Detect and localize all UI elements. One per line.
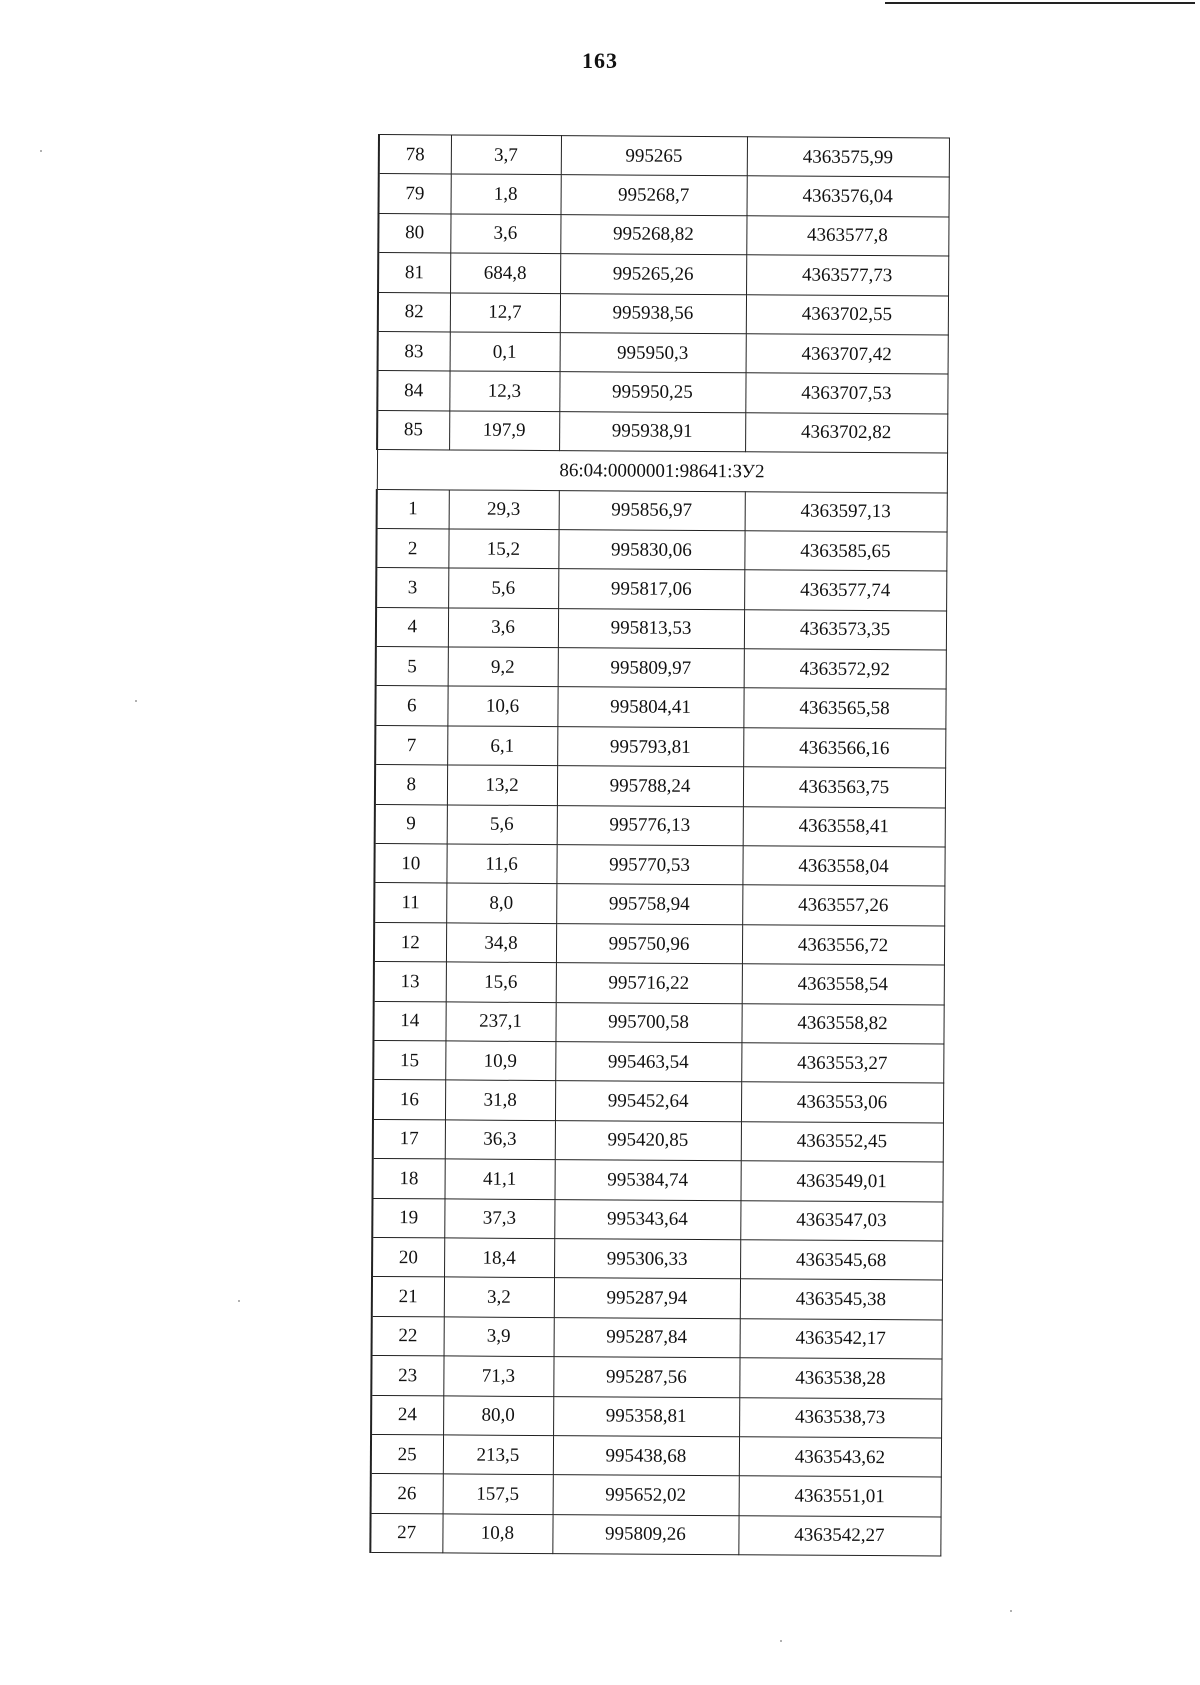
- x-coordinate-cell: 995452,64: [555, 1081, 741, 1122]
- table-row: [376, 528, 946, 571]
- distance-cell: 29,3: [449, 489, 559, 529]
- x-coordinate-cell: 995265,26: [560, 254, 746, 295]
- y-coordinate-cell: 4363542,17: [740, 1318, 942, 1359]
- table-row: [376, 568, 946, 611]
- coordinates-table-body: [370, 135, 949, 1557]
- distance-cell: 3,6: [450, 214, 560, 254]
- distance-cell: 71,3: [443, 1356, 553, 1396]
- x-coordinate-cell: 995438,68: [553, 1435, 739, 1476]
- table-row: [374, 922, 944, 965]
- point-number-cell: 3: [376, 568, 448, 608]
- table-row: [373, 1080, 943, 1123]
- scan-speck: [1010, 1610, 1012, 1612]
- table-row: [373, 1001, 943, 1044]
- x-coordinate-cell: 995793,81: [557, 726, 743, 767]
- y-coordinate-cell: 4363577,74: [744, 570, 946, 611]
- y-coordinate-cell: 4363575,99: [747, 137, 949, 178]
- point-number-cell: 12: [374, 922, 446, 962]
- point-number-cell: 20: [372, 1237, 444, 1277]
- table-row: [373, 1040, 943, 1083]
- point-number-cell: 2: [376, 528, 448, 568]
- y-coordinate-cell: 4363558,82: [741, 1003, 943, 1044]
- x-coordinate-cell: 995938,56: [560, 293, 746, 334]
- y-coordinate-cell: 4363542,27: [738, 1515, 940, 1556]
- table-row: [377, 371, 947, 414]
- y-coordinate-cell: 4363702,82: [745, 412, 947, 453]
- point-number-cell: 21: [372, 1277, 444, 1317]
- table-row: [375, 804, 945, 847]
- x-coordinate-cell: 995343,64: [554, 1199, 740, 1240]
- y-coordinate-cell: 4363545,68: [740, 1240, 942, 1281]
- x-coordinate-cell: 995817,06: [558, 569, 744, 610]
- table-row: [371, 1395, 941, 1438]
- point-number-cell: 24: [371, 1395, 443, 1435]
- x-coordinate-cell: 995268,82: [560, 214, 746, 255]
- distance-cell: 15,2: [448, 529, 558, 569]
- point-number-cell: 27: [370, 1513, 442, 1553]
- distance-cell: 3,7: [451, 135, 561, 175]
- distance-cell: 12,7: [450, 293, 560, 333]
- y-coordinate-cell: 4363558,54: [742, 964, 944, 1005]
- table-row: [375, 725, 945, 768]
- table-row: [372, 1316, 942, 1359]
- y-coordinate-cell: 4363565,58: [743, 688, 945, 729]
- y-coordinate-cell: 4363576,04: [747, 176, 949, 217]
- table-row: [373, 1159, 943, 1202]
- point-number-cell: 17: [373, 1119, 445, 1159]
- point-number-cell: 80: [378, 213, 450, 253]
- coordinates-table: [369, 134, 949, 1557]
- distance-cell: 37,3: [444, 1198, 554, 1238]
- distance-cell: 11,6: [446, 844, 556, 884]
- point-number-cell: 7: [375, 725, 447, 765]
- y-coordinate-cell: 4363543,62: [739, 1437, 941, 1478]
- x-coordinate-cell: 995700,58: [555, 1002, 741, 1043]
- point-number-cell: 78: [379, 135, 451, 175]
- table-row: [378, 331, 948, 374]
- distance-cell: 197,9: [449, 411, 559, 451]
- y-coordinate-cell: 4363563,75: [743, 767, 945, 808]
- y-coordinate-cell: 4363538,73: [739, 1397, 941, 1438]
- point-number-cell: 19: [372, 1198, 444, 1238]
- scan-speck: [780, 1640, 782, 1642]
- x-coordinate-cell: 995770,53: [556, 845, 742, 886]
- distance-cell: 3,6: [448, 608, 558, 648]
- x-coordinate-cell: 995652,02: [553, 1475, 739, 1516]
- x-coordinate-cell: 995830,06: [558, 530, 744, 571]
- x-coordinate-cell: 995268,7: [561, 175, 747, 216]
- point-number-cell: 22: [372, 1316, 444, 1356]
- point-number-cell: 84: [377, 371, 449, 411]
- point-number-cell: 16: [373, 1080, 445, 1120]
- distance-cell: 15,6: [446, 962, 556, 1002]
- distance-cell: 3,2: [444, 1277, 554, 1317]
- y-coordinate-cell: 4363557,26: [742, 885, 944, 926]
- distance-cell: 5,6: [448, 568, 558, 608]
- table-row: [373, 1119, 943, 1162]
- distance-cell: 80,0: [443, 1395, 553, 1435]
- point-number-cell: 6: [375, 686, 447, 726]
- point-number-cell: 82: [378, 292, 450, 332]
- y-coordinate-cell: 4363702,55: [746, 294, 948, 335]
- table-row: [371, 1356, 941, 1399]
- table-row: [379, 174, 949, 217]
- y-coordinate-cell: 4363547,03: [740, 1200, 942, 1241]
- distance-cell: 9,2: [448, 647, 558, 687]
- distance-cell: 0,1: [450, 332, 560, 372]
- table-row: [372, 1198, 942, 1241]
- table-row: [372, 1237, 942, 1280]
- distance-cell: 12,3: [449, 371, 559, 411]
- x-coordinate-cell: 995776,13: [557, 805, 743, 846]
- point-number-cell: 18: [373, 1159, 445, 1199]
- table-row: [377, 489, 947, 532]
- x-coordinate-cell: 995287,84: [554, 1317, 740, 1358]
- distance-cell: 10,6: [447, 686, 557, 726]
- distance-cell: 684,8: [450, 253, 560, 293]
- y-coordinate-cell: 4363556,72: [742, 925, 944, 966]
- scan-speck: [238, 1300, 240, 1302]
- point-number-cell: 13: [374, 962, 446, 1002]
- x-coordinate-cell: 995758,94: [556, 884, 742, 925]
- y-coordinate-cell: 4363558,04: [742, 846, 944, 887]
- point-number-cell: 14: [373, 1001, 445, 1041]
- distance-cell: 31,8: [445, 1080, 555, 1120]
- x-coordinate-cell: 995950,3: [560, 333, 746, 374]
- distance-cell: 157,5: [443, 1474, 553, 1514]
- section-header-row: [377, 450, 947, 493]
- x-coordinate-cell: 995788,24: [557, 766, 743, 807]
- point-number-cell: 5: [376, 647, 448, 687]
- table-row: [378, 213, 948, 256]
- x-coordinate-cell: 995809,97: [558, 648, 744, 689]
- table-row: [370, 1513, 940, 1556]
- point-number-cell: 9: [375, 804, 447, 844]
- distance-cell: 3,9: [444, 1317, 554, 1357]
- y-coordinate-cell: 4363585,65: [744, 531, 946, 572]
- x-coordinate-cell: 995306,33: [554, 1239, 740, 1280]
- x-coordinate-cell: 995287,94: [554, 1278, 740, 1319]
- distance-cell: 10,8: [442, 1514, 552, 1554]
- table-row: [377, 410, 947, 453]
- cadastral-number-label: 86:04:0000001:98641:ЗУ2: [377, 450, 947, 493]
- point-number-cell: 85: [377, 410, 449, 450]
- distance-cell: 34,8: [446, 923, 556, 963]
- distance-cell: 237,1: [445, 1002, 555, 1042]
- scan-speck: [135, 700, 137, 702]
- distance-cell: 213,5: [443, 1435, 553, 1475]
- table-row: [376, 607, 946, 650]
- table-row: [375, 686, 945, 729]
- y-coordinate-cell: 4363558,41: [743, 806, 945, 847]
- x-coordinate-cell: 995463,54: [555, 1042, 741, 1083]
- y-coordinate-cell: 4363577,73: [746, 255, 948, 296]
- x-coordinate-cell: 995384,74: [554, 1160, 740, 1201]
- x-coordinate-cell: 995287,56: [553, 1357, 739, 1398]
- table-row: [378, 253, 948, 296]
- y-coordinate-cell: 4363566,16: [743, 728, 945, 769]
- table-row: [374, 883, 944, 926]
- point-number-cell: 15: [373, 1040, 445, 1080]
- distance-cell: 5,6: [447, 805, 557, 845]
- table-row: [376, 647, 946, 690]
- x-coordinate-cell: 995938,91: [559, 411, 745, 452]
- y-coordinate-cell: 4363551,01: [739, 1476, 941, 1517]
- y-coordinate-cell: 4363572,92: [744, 649, 946, 690]
- x-coordinate-cell: 995420,85: [555, 1120, 741, 1161]
- y-coordinate-cell: 4363538,28: [739, 1358, 941, 1399]
- scan-speck: [40, 150, 42, 152]
- point-number-cell: 26: [371, 1474, 443, 1514]
- y-coordinate-cell: 4363552,45: [741, 1122, 943, 1163]
- y-coordinate-cell: 4363707,42: [746, 334, 948, 375]
- point-number-cell: 4: [376, 607, 448, 647]
- y-coordinate-cell: 4363553,27: [741, 1043, 943, 1084]
- distance-cell: 13,2: [447, 765, 557, 805]
- distance-cell: 10,9: [445, 1041, 555, 1081]
- x-coordinate-cell: 995716,22: [556, 963, 742, 1004]
- point-number-cell: 11: [374, 883, 446, 923]
- y-coordinate-cell: 4363553,06: [741, 1082, 943, 1123]
- point-number-cell: 8: [375, 765, 447, 805]
- distance-cell: 1,8: [451, 174, 561, 214]
- table-row: [371, 1474, 941, 1517]
- y-coordinate-cell: 4363707,53: [745, 373, 947, 414]
- x-coordinate-cell: 995950,25: [559, 372, 745, 413]
- distance-cell: 6,1: [447, 726, 557, 766]
- point-number-cell: 81: [378, 253, 450, 293]
- table-row: [374, 962, 944, 1005]
- y-coordinate-cell: 4363597,13: [745, 491, 947, 532]
- distance-cell: 18,4: [444, 1238, 554, 1278]
- page-number: 163: [582, 48, 618, 73]
- table-row: [371, 1434, 941, 1477]
- x-coordinate-cell: 995358,81: [553, 1396, 739, 1437]
- x-coordinate-cell: 995856,97: [559, 490, 745, 531]
- table-row: [374, 844, 944, 887]
- point-number-cell: 83: [378, 331, 450, 371]
- distance-cell: 36,3: [445, 1120, 555, 1160]
- table-row: [378, 292, 948, 335]
- x-coordinate-cell: 995809,26: [552, 1514, 738, 1555]
- point-number-cell: 1: [377, 489, 449, 529]
- y-coordinate-cell: 4363577,8: [746, 216, 948, 257]
- table-row: [372, 1277, 942, 1320]
- y-coordinate-cell: 4363549,01: [740, 1161, 942, 1202]
- top-edge-rule: [885, 2, 1195, 4]
- y-coordinate-cell: 4363573,35: [744, 609, 946, 650]
- y-coordinate-cell: 4363545,38: [740, 1279, 942, 1320]
- x-coordinate-cell: 995804,41: [557, 687, 743, 728]
- table-row: [379, 135, 949, 178]
- x-coordinate-cell: 995750,96: [556, 923, 742, 964]
- point-number-cell: 25: [371, 1434, 443, 1474]
- table-row: [375, 765, 945, 808]
- distance-cell: 41,1: [444, 1159, 554, 1199]
- point-number-cell: 23: [371, 1356, 443, 1396]
- x-coordinate-cell: 995813,53: [558, 608, 744, 649]
- x-coordinate-cell: 995265: [561, 136, 747, 177]
- point-number-cell: 79: [379, 174, 451, 214]
- distance-cell: 8,0: [446, 883, 556, 923]
- point-number-cell: 10: [374, 844, 446, 884]
